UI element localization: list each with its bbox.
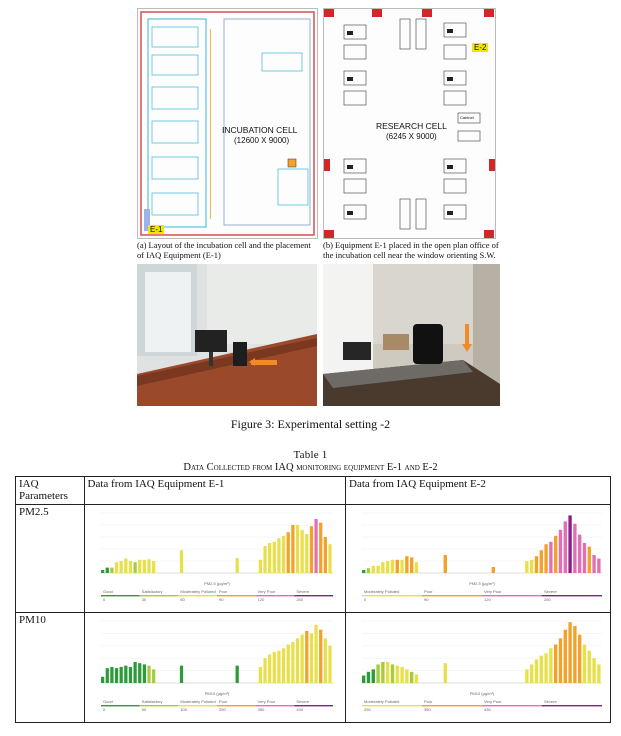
bar (525, 561, 528, 573)
chart-pm10-e1 (87, 615, 339, 717)
bar (101, 677, 104, 683)
e2-marker: E-2 (474, 43, 487, 52)
x-axis-label: PM10 (µg/m³) (469, 691, 495, 696)
bar (314, 625, 317, 683)
bar (128, 667, 131, 683)
bar (564, 521, 567, 573)
bar (138, 663, 141, 683)
bar (535, 659, 538, 683)
bar (101, 570, 104, 573)
x-axis-label: PM2.5 (µg/m³) (469, 581, 495, 586)
bar (114, 668, 117, 683)
bar (540, 550, 543, 573)
bar (105, 668, 108, 683)
legend-entry: Good (102, 589, 113, 594)
row-parameter: PM10 (16, 613, 85, 723)
bar (568, 622, 571, 683)
header-e1: Data from IAQ Equipment E-1 (84, 477, 345, 505)
incubation-cell-dims: (12600 X 9000) (234, 136, 290, 145)
incubation-cell-plan-drawing (138, 9, 317, 238)
bar (554, 536, 557, 573)
legend-entry: Moderately Polluted (179, 589, 216, 594)
bar (328, 646, 331, 683)
legend-value: 430 (295, 707, 303, 712)
cabinet-label: Cabinet (460, 115, 474, 120)
legend-value: 250 (364, 707, 371, 712)
bar (124, 559, 127, 573)
bar (235, 666, 238, 683)
bar (573, 626, 576, 683)
bar (578, 535, 581, 573)
legend-value: 120 (484, 597, 491, 602)
legend-entry: Satisfactory (141, 699, 163, 704)
legend-swatch (542, 705, 602, 706)
legend-entry: Moderately Polluted (364, 699, 400, 704)
e1-marker: E-1 (150, 225, 163, 234)
bar (597, 559, 600, 573)
bar (286, 645, 289, 683)
bar (105, 568, 108, 573)
research-cell-dims: (6245 X 9000) (386, 132, 437, 141)
bar (142, 560, 145, 573)
bar (124, 666, 127, 683)
bar (328, 544, 331, 573)
bar (128, 561, 131, 573)
legend-value: 0 (102, 597, 105, 602)
legend-entry: Poor (424, 699, 433, 704)
chart-pm25-e2 (348, 507, 608, 607)
bar (114, 562, 117, 573)
bar (405, 556, 408, 573)
bar (415, 674, 418, 683)
legend-value: 350 (257, 707, 264, 712)
bar (314, 519, 317, 573)
bar (573, 524, 576, 573)
bar (530, 560, 533, 573)
bar (415, 562, 418, 573)
bar (396, 560, 399, 573)
legend-entry: Severe (544, 699, 557, 704)
bar (295, 525, 298, 573)
bar (138, 560, 141, 573)
legend-entry: Moderately Polluted (364, 589, 400, 594)
legend-swatch (482, 705, 542, 706)
bar (272, 652, 275, 683)
bar (110, 667, 113, 683)
legend-value: 0 (364, 597, 367, 602)
bar (592, 658, 595, 683)
bar (295, 638, 298, 683)
bar (179, 550, 182, 573)
bar (179, 666, 182, 683)
bar (291, 642, 294, 683)
bar (530, 664, 533, 683)
bar (291, 525, 294, 573)
bar (405, 669, 408, 683)
photo-incubation-cell-drawing (137, 264, 317, 406)
bar (119, 561, 122, 573)
legend-swatch (101, 595, 140, 596)
figure-caption: Figure 3: Experimental setting -2 (230, 417, 391, 431)
bar (305, 631, 308, 683)
table-row (16, 505, 611, 613)
incubation-cell-layout (137, 8, 318, 239)
bar (119, 667, 122, 683)
legend-entry: Satisfactory (141, 589, 163, 594)
legend-entry: Very Poor (484, 589, 502, 594)
legend-entry: Moderately Polluted (179, 699, 216, 704)
legend-entry: Poor (218, 589, 227, 594)
bar (367, 672, 370, 683)
chart-cell-pm25-e2 (346, 505, 611, 613)
research-cell-label: RESEARCH CELL (376, 121, 447, 131)
bar (540, 656, 543, 683)
photo-incubation-cell (137, 264, 317, 406)
bar (554, 645, 557, 683)
bar (544, 544, 547, 573)
legend-value: 50 (141, 707, 146, 712)
photo-research-cell (323, 264, 500, 406)
research-cell-layout (323, 8, 496, 239)
bar (152, 669, 155, 683)
bar (258, 560, 261, 573)
bar (492, 567, 495, 573)
header-iaq-parameters: IAQ Parameters (16, 477, 85, 505)
legend-entry: Poor (424, 589, 433, 594)
legend-swatch (542, 595, 602, 596)
iaq-data-table (15, 476, 611, 723)
bar (549, 542, 552, 573)
bar (309, 633, 312, 683)
bar (133, 662, 136, 683)
bar (386, 561, 389, 573)
bar (410, 557, 413, 573)
bar (277, 651, 280, 683)
legend-value: 250 (218, 707, 226, 712)
legend-value: 60 (179, 597, 185, 602)
legend-entry: Severe (295, 589, 309, 594)
bar (400, 667, 403, 683)
bar (263, 546, 266, 573)
legend-entry: Very Poor (484, 699, 502, 704)
bar (583, 645, 586, 683)
bar (376, 664, 379, 683)
legend-swatch (362, 595, 422, 596)
bar (372, 566, 375, 573)
legend-value: 250 (544, 597, 551, 602)
legend-value: 100 (179, 707, 187, 712)
bar (578, 635, 581, 683)
legend-swatch (422, 595, 482, 596)
bar (142, 664, 145, 683)
right-panel-caption: (b) Equipment E-1 placed in the open plan office of the incubation cell near the window orienting S.W. (323, 240, 499, 260)
bar (396, 666, 399, 683)
legend-entry: Severe (544, 589, 557, 594)
bar (272, 542, 275, 573)
bar (381, 662, 384, 683)
bar (300, 635, 303, 683)
bar (544, 653, 547, 683)
bar (525, 669, 528, 683)
bar (410, 672, 413, 683)
header-e2: Data from IAQ Equipment E-2 (346, 477, 611, 505)
chart-cell-pm10-e2 (346, 613, 611, 723)
x-axis-label: PM2.5 (µg/m³) (203, 581, 230, 586)
legend-value: 30 (141, 597, 146, 602)
legend-value: 90 (424, 597, 429, 602)
bar (147, 666, 150, 683)
bar (549, 648, 552, 683)
chart-pm10-e2 (348, 615, 608, 717)
chart-cell-pm25-e1 (84, 505, 345, 613)
table-row (16, 613, 611, 723)
bar (381, 562, 384, 573)
legend-value: 90 (218, 597, 223, 602)
legend-swatch (101, 705, 140, 706)
bar (133, 562, 136, 573)
bar (568, 515, 571, 573)
incubation-cell-label: INCUBATION CELL (222, 125, 298, 135)
bar (391, 560, 394, 573)
bar (258, 667, 261, 683)
legend-value: 0 (102, 707, 105, 712)
bar (110, 568, 113, 573)
bar (583, 543, 586, 573)
bar (559, 638, 562, 683)
bar (372, 669, 375, 683)
bar (592, 555, 595, 573)
bar (588, 547, 591, 573)
chart-cell-pm10-e1 (84, 613, 345, 723)
bar (400, 560, 403, 573)
legend-swatch (422, 705, 482, 706)
bar (282, 648, 285, 683)
bar (268, 654, 271, 683)
bar (597, 664, 600, 683)
bar (367, 568, 370, 573)
x-axis-label: PM10 (µg/m³) (204, 691, 229, 696)
bar (268, 543, 271, 573)
bar (564, 630, 567, 683)
bar (444, 555, 447, 573)
bar (362, 570, 365, 573)
bar (152, 561, 155, 573)
bar (286, 532, 289, 573)
bar (319, 523, 322, 573)
legend-value: 350 (424, 707, 431, 712)
bar (305, 534, 308, 573)
bar (323, 537, 326, 573)
bar (386, 662, 389, 683)
bar (263, 658, 266, 683)
table-title: Table 1 (293, 449, 328, 461)
bar (444, 663, 447, 683)
bar (282, 536, 285, 573)
bar (277, 538, 280, 573)
bar (323, 638, 326, 683)
bar (235, 558, 238, 573)
row-parameter: PM2.5 (16, 505, 85, 613)
bar (309, 526, 312, 573)
legend-value: 120 (257, 597, 264, 602)
legend-entry: Severe (295, 699, 309, 704)
bar (319, 630, 322, 683)
photo-research-cell-drawing (323, 264, 500, 406)
legend-value: 430 (484, 707, 491, 712)
chart-pm25-e1 (87, 507, 339, 607)
legend-entry: Good (102, 699, 113, 704)
legend-entry: Very Poor (257, 699, 275, 704)
legend-swatch (362, 705, 422, 706)
bar (362, 676, 365, 683)
bar (559, 530, 562, 573)
legend-entry: Poor (218, 699, 227, 704)
bar (300, 530, 303, 573)
bar (391, 664, 394, 683)
bar (588, 651, 591, 683)
bar (376, 566, 379, 573)
table-header-row (16, 477, 611, 505)
table-subtitle: Data Collected from IAQ monitoring equipment E-1 and E-2 (183, 462, 438, 473)
legend-value: 250 (295, 597, 303, 602)
bar (147, 559, 150, 573)
legend-entry: Very Poor (257, 589, 275, 594)
left-panel-caption: (a) Layout of the incubation cell and the placement of IAQ Equipment (E-1) (137, 240, 311, 260)
legend-swatch (482, 595, 542, 596)
bar (535, 556, 538, 573)
